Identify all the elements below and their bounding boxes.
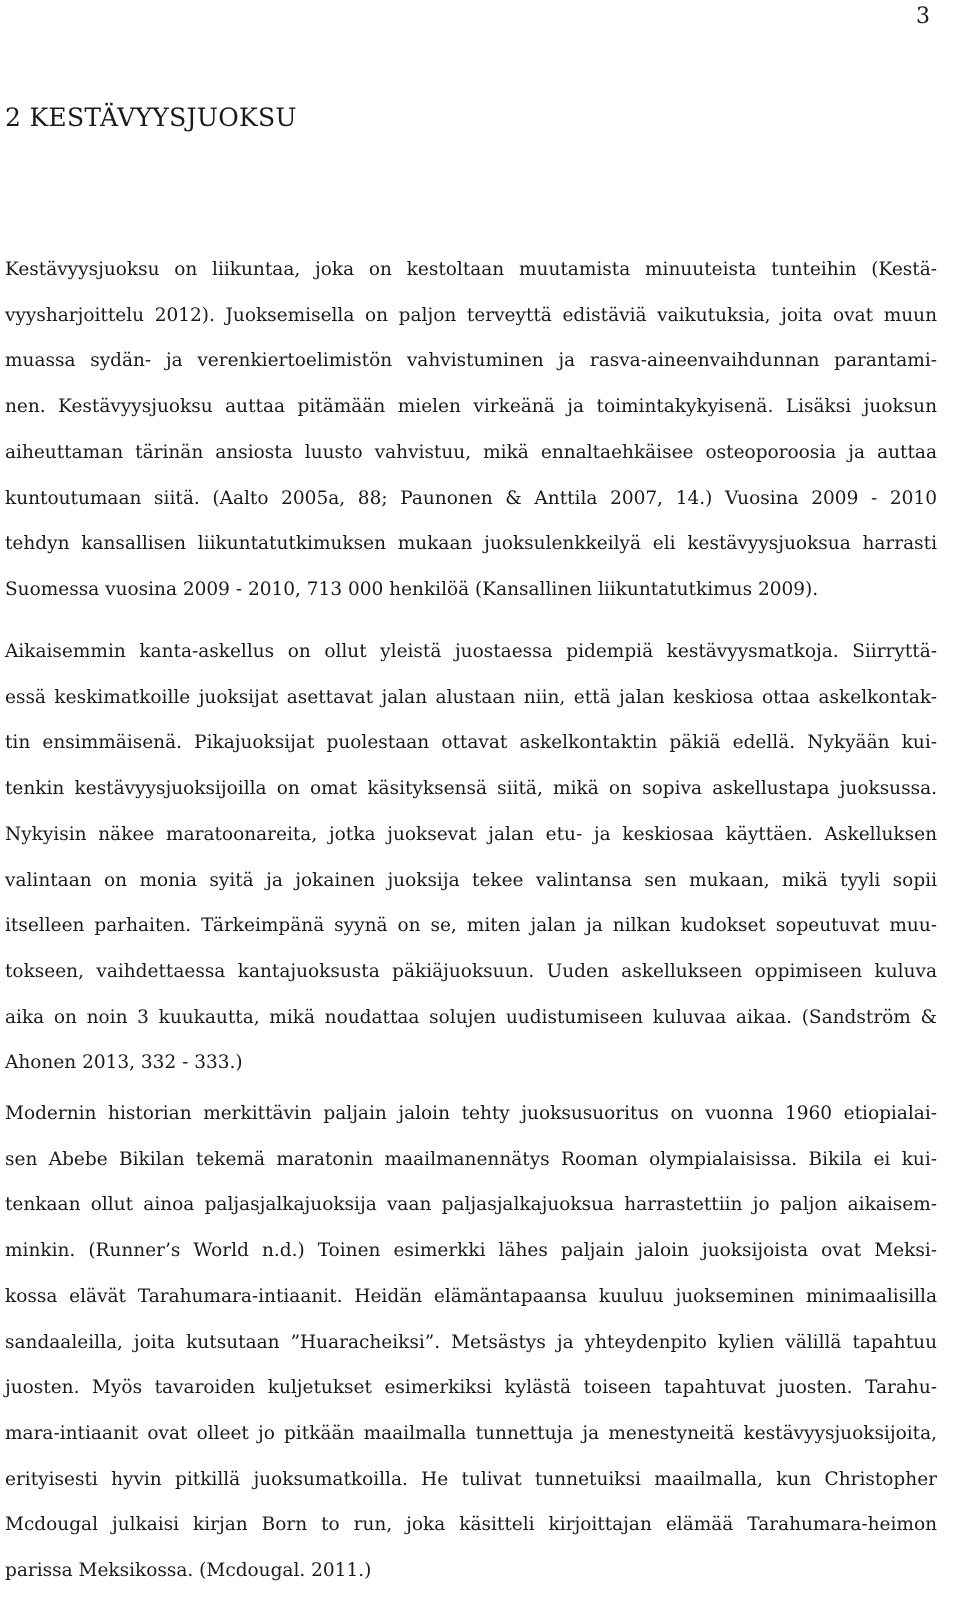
paragraph-line: essä keskimatkoille juoksijat asettavat jalan alustaan niin, että jalan keskiosa ottaa askelkontak- <box>5 686 937 708</box>
paragraph-3 <box>5 1091 937 1594</box>
paragraph-line: mara-intiaanit ovat olleet jo pitkään maailmalla tunnettuja ja menestyneitä kestävyysjuoksijoita, <box>5 1422 937 1444</box>
paragraph-line: sen Abebe Bikilan tekemä maratonin maailmanennätys Rooman olympialaisissa. Bikila ei kui- <box>5 1148 937 1170</box>
paragraph-line: juosten. Myös tavaroiden kuljetukset esimerkiksi kylästä toiseen tapahtuvat juosten. Tarahu- <box>5 1377 937 1399</box>
paragraph-line: tenkin kestävyysjuoksijoilla on omat käsityksensä siitä, mikä on sopiva askellustapa juoksussa. <box>5 778 937 800</box>
paragraph-line: parissa Meksikossa. (Mcdougal. 2011.) <box>5 1560 372 1582</box>
paragraph-line: nen. Kestävyysjuoksu auttaa pitämään mielen virkeänä ja toimintakykyisenä. Lisäksi juoksun <box>5 396 937 418</box>
paragraph-line: Modernin historian merkittävin paljain jaloin tehty juoksusuoritus on vuonna 1960 etiopialai- <box>5 1103 937 1124</box>
paragraph-line: itselleen parhaiten. Tärkeimpänä syynä on se, miten jalan ja nilkan kudokset sopeutuvat muu- <box>5 915 937 937</box>
paragraph-line: Ahonen 2013, 332 - 333.) <box>5 1052 243 1074</box>
paragraph-line: Nykyisin näkee maratoonareita, jotka juoksevat jalan etu- ja keskiosaa käyttäen. Askelluksen <box>5 823 937 845</box>
paragraph-line: Aikaisemmin kanta-askellus on ollut yleistä juostaessa pidempiä kestävyysmatkoja. Siirryttä- <box>5 641 937 662</box>
page-number: 3 <box>916 4 930 29</box>
paragraph-2 <box>5 629 937 1086</box>
paragraph-line: valintaan on monia syitä ja jokainen juoksija tekee valintansa sen mukaan, mikä tyyli sopii <box>5 869 937 891</box>
paragraph-line: muassa sydän- ja verenkiertoelimistön vahvistuminen ja rasva-aineenvaihdunnan parantami- <box>5 350 937 372</box>
paragraph-line: aiheuttaman tärinän ansiosta luusto vahvistuu, mikä ennaltaehkäisee osteoporoosia ja auttaa <box>5 441 937 463</box>
paragraph-line: erityisesti hyvin pitkillä juoksumatkoilla. He tulivat tunnetuiksi maailmalla, kun Christopher <box>5 1468 937 1490</box>
paragraph-1 <box>5 247 937 613</box>
paragraph-line: sandaaleilla, joita kutsutaan ”Huaracheiksi”. Metsästys ja yhteydenpito kylien välillä tapahtuu <box>5 1331 937 1353</box>
paragraph-line: kossa elävät Tarahumara-intiaanit. Heidän elämäntapaansa kuuluu juokseminen minimaalisilla <box>5 1285 937 1307</box>
paragraph-line: aika on noin 3 kuukautta, mikä noudattaa solujen uudistumiseen kuluvaa aikaa. (Sandström & <box>5 1006 937 1028</box>
paragraph-line: Suomessa vuosina 2009 - 2010, 713 000 henkilöä (Kansallinen liikuntatutkimus 2009). <box>5 578 819 600</box>
paragraph-line: tehdyn kansallisen liikuntatutkimuksen mukaan juoksulenkkeilyä eli kestävyysjuoksua harrasti <box>5 533 937 555</box>
paragraph-line: minkin. (Runner’s World n.d.) Toinen esimerkki lähes paljain jaloin juoksijoista ovat Meksi- <box>5 1240 937 1262</box>
paragraph-line: Kestävyysjuoksu on liikuntaa, joka on kestoltaan muutamista minuuteista tunteihin (Kestä- <box>5 259 937 280</box>
paragraph-line: tin ensimmäisenä. Pikajuoksijat puolestaan ottavat askelkontaktin päkiä edellä. Nykyään kui- <box>5 732 937 754</box>
paragraph-line: kuntoutumaan siitä. (Aalto 2005a, 88; Paunonen & Anttila 2007, 14.) Vuosina 2009 - 2010 <box>5 487 937 509</box>
paragraph-line: vyysharjoittelu 2012). Juoksemisella on paljon terveyttä edistäviä vaikutuksia, joita ovat muun <box>5 304 937 326</box>
paragraph-line: Mcdougal julkaisi kirjan Born to run, joka käsitteli kirjoittajan elämää Tarahumara-heimon <box>5 1514 937 1536</box>
section-heading: 2 KESTÄVYYSJUOKSU <box>5 103 297 132</box>
paragraph-line: tokseen, vaihdettaessa kantajuoksusta päkiäjuoksuun. Uuden askellukseen oppimiseen kuluva <box>5 960 937 982</box>
paragraph-line: tenkaan ollut ainoa paljasjalkajuoksija vaan paljasjalkajuoksua harrastettiin jo paljon aikaisem- <box>5 1194 937 1216</box>
